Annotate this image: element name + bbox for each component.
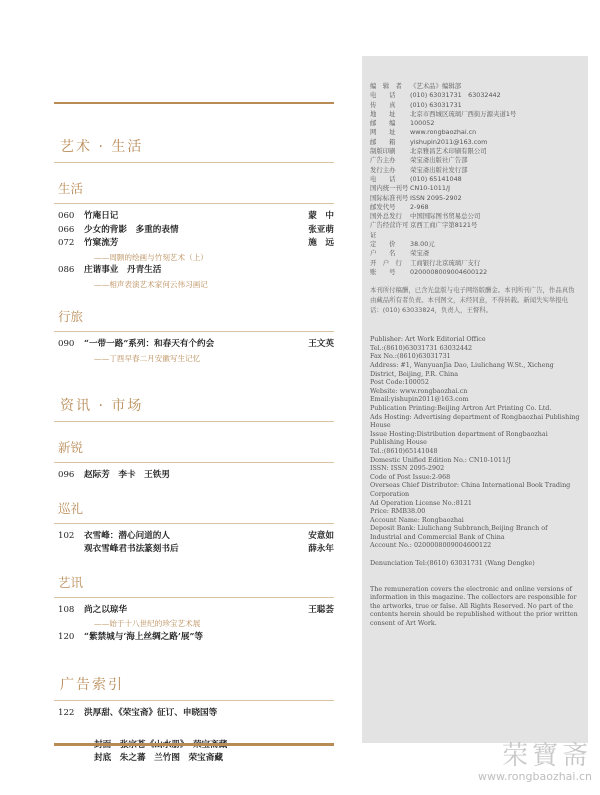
masthead-value: 38.00元 xyxy=(410,240,435,249)
masthead-row xyxy=(370,128,580,137)
masthead-english-info xyxy=(362,315,588,576)
entry-author: 薛永年 xyxy=(308,544,334,554)
masthead-value: 工商银行北京琉璃厂支行 xyxy=(410,258,481,267)
subsection xyxy=(54,163,334,291)
masthead-row xyxy=(370,110,580,119)
spacer xyxy=(370,568,580,577)
masthead-english-line: Tel.:(8610)63031731 63032442 xyxy=(370,343,473,352)
masthead-english-line: Domestic Unified Edition No.: CN10-1011/J xyxy=(370,455,511,464)
masthead-label: 制版印刷 xyxy=(370,147,396,156)
masthead-label: 户 名 xyxy=(370,249,396,258)
page-number: 120 xyxy=(58,631,75,642)
masthead-label: 传 真 xyxy=(370,100,396,109)
masthead-label: 定 价 xyxy=(370,240,396,249)
masthead-english-line: Issue Hosting:Distribution department of Rongbaozhai Publishing House xyxy=(370,429,548,447)
entry-title: “紫禁城与‘海上丝绸之路’展”等 xyxy=(84,631,203,642)
masthead-row xyxy=(370,119,580,128)
masthead-english-line: Account No.: 0200008009004600122 xyxy=(370,541,492,550)
masthead-label: 编 辑 者 xyxy=(370,82,402,90)
masthead-value: 北京雅昌艺术印刷有限公司 xyxy=(410,147,487,156)
entry-title: “一带一路”系列：和春天有个约会 xyxy=(84,339,215,349)
masthead-value: 100052 xyxy=(410,119,435,128)
section-heading: 广告索引 xyxy=(54,644,334,701)
toc-entry xyxy=(54,543,334,556)
toc-entry xyxy=(54,264,334,277)
entry-author: 安意如 xyxy=(308,530,334,541)
subsection xyxy=(54,701,334,720)
toc-subtitle xyxy=(54,617,334,630)
bottom-rule xyxy=(54,743,334,746)
masthead-value: 2-968 xyxy=(410,202,429,211)
toc-entry xyxy=(54,604,334,617)
masthead-label: 邮发代号 xyxy=(370,202,396,211)
masthead-value: (010) 63031731 63032442 xyxy=(410,91,501,100)
masthead-row xyxy=(370,156,580,165)
masthead-english-line: ISSN: ISSN 2095-2902 xyxy=(370,464,445,473)
watermark xyxy=(478,742,592,783)
toc-entry xyxy=(54,210,334,223)
page-number: 086 xyxy=(58,265,75,275)
masthead-row xyxy=(370,82,580,91)
masthead-label: 电 话 xyxy=(370,174,396,183)
masthead-label: 广告主办 xyxy=(370,156,396,165)
masthead-row xyxy=(370,166,580,175)
page-number: 090 xyxy=(58,339,75,349)
masthead-english-line: Address: #1, WanyuanJia Dao, Liulichang W.St., Xicheng District, Beijing, P.R. China xyxy=(370,361,554,378)
masthead-value: www.rongbaozhai.cn xyxy=(410,128,477,137)
toc-subtitle xyxy=(54,278,334,291)
masthead-label: 邮 箱 xyxy=(370,137,396,146)
masthead-english-line: Publisher: Art Work Editorial Office xyxy=(370,335,486,344)
cover-credit-back xyxy=(54,752,334,765)
subsection-heading: 生活 xyxy=(54,169,334,204)
subsection xyxy=(54,291,334,365)
watermark-url: www.rongbaozhai.cn xyxy=(478,770,592,783)
subsection-heading: 巡礼 xyxy=(54,489,334,524)
page-number: 096 xyxy=(58,470,75,480)
section-heading: 资讯 · 市场 xyxy=(54,365,334,422)
toc-entry xyxy=(54,631,334,644)
toc-entry xyxy=(54,707,334,720)
masthead-value: yishupin2011@163.com xyxy=(410,137,488,146)
masthead-panel xyxy=(362,56,588,743)
entry-author: 张亚萌 xyxy=(308,224,334,235)
masthead-row xyxy=(370,268,580,277)
table-of-contents xyxy=(54,108,334,765)
page-number: 102 xyxy=(58,530,75,541)
masthead-note: 本刊所付稿酬，已含光盘版与电子网络版酬金。本刊所刊广告，作品真伪由藏品所有者负责。本刊图文，未经同意，不得转载。新闻失实举报电话：(010) 63033824，负责人，王督科。 xyxy=(370,286,575,315)
masthead-english-line: Publication Printing:Beijing Artron Art Printing Co. Ltd. xyxy=(370,403,552,412)
masthead-english-line: Overseas Chief Distributor: China International Book Trading Corporation xyxy=(370,481,571,498)
masthead-english-line: Ad Operation License No.:8121 xyxy=(370,498,472,507)
masthead-row xyxy=(370,138,580,147)
masthead-chinese-info xyxy=(362,56,588,277)
masthead-english-line: Website: www.rongbaozhai.cn xyxy=(370,386,468,395)
masthead-label: 邮 编 xyxy=(370,119,396,128)
toc-entry xyxy=(54,530,334,543)
subsection-heading: 行旅 xyxy=(54,297,334,332)
section-heading: 艺术 · 生活 xyxy=(54,108,334,163)
masthead-label: 电 话 xyxy=(370,91,396,100)
masthead-english-line: Code of Post Issue:2-968 xyxy=(370,472,451,481)
entry-title: 衣雪峰：潜心问道的人 xyxy=(84,530,170,541)
masthead-value: 荣宝斋出版社广告部 xyxy=(410,156,468,165)
toc-subtitle xyxy=(54,352,334,365)
masthead-row xyxy=(370,147,580,156)
masthead-label: 国外总发行 xyxy=(370,212,402,221)
entry-title: 竹窠流芳 xyxy=(84,238,119,248)
entry-title: 少女的背影 多重的表情 xyxy=(84,224,179,235)
masthead-label: 国际标准刊号 xyxy=(370,193,409,202)
entry-title: 观衣雪峰君书法篆刻书后 xyxy=(84,544,179,554)
cover-credit-text: 封底 朱之蕃 兰竹图 荣宝斋藏 xyxy=(94,752,223,763)
entry-title: ——周颢的绘画与竹刻艺术（上） xyxy=(94,252,208,262)
masthead-english-line: Post Code:100052 xyxy=(370,378,429,387)
masthead-rights: The remuneration covers the electronic and online versions of information in this magazine. The collectors are responsible for the artworks, true or false. All Rights Reserved. No part of the contents herein should be republished without the prior written consent of Art Work. xyxy=(370,584,578,628)
masthead-row xyxy=(370,259,580,268)
spacer xyxy=(370,550,580,559)
masthead-english-line: Tel.:(8610)65141048 xyxy=(370,446,438,455)
masthead-value: (010) 63031731 xyxy=(410,100,462,109)
page-number: 066 xyxy=(58,224,75,235)
entry-title: ——始于十八世纪的珍宝艺术展 xyxy=(94,619,201,628)
masthead-value: 京西工商广字第8121号 xyxy=(410,221,478,230)
entry-title: 洪厚甜、《荣宝斋》征订、申晓国等 xyxy=(84,708,218,718)
masthead-row xyxy=(370,249,580,258)
masthead-row xyxy=(370,184,580,193)
page-number: 108 xyxy=(58,604,75,615)
toc-entry xyxy=(54,224,334,237)
masthead-value: 北京市西城区琉璃厂西街万源夹道1号 xyxy=(410,109,517,118)
masthead-row xyxy=(370,101,580,110)
entry-title: 竹庵日记 xyxy=(84,211,119,221)
toc-entry xyxy=(54,237,334,250)
watermark-logo: 荣寶斋 xyxy=(501,741,592,771)
masthead-value: 0200008009004600122 xyxy=(410,267,488,276)
masthead-row xyxy=(370,203,580,212)
page-number: 122 xyxy=(58,708,75,718)
subsection xyxy=(54,557,334,644)
toc-entry xyxy=(54,338,334,351)
masthead-english-line: Denunciation Tel:(8610) 63031731 (Wang Dengke) xyxy=(370,559,535,568)
masthead-value: ISSN 2095-2902 xyxy=(410,193,462,202)
toc-entry xyxy=(54,469,334,482)
subsection-heading: 新锐 xyxy=(54,428,334,463)
masthead-value: 中国国际图书贸易总公司 xyxy=(410,212,481,221)
entry-author: 施 远 xyxy=(308,238,334,248)
entry-title: 庄谐事业 丹青生活 xyxy=(84,265,162,275)
masthead-label: 地 址 xyxy=(370,109,396,118)
entry-title: ——丁酉早春二月安徽写生记忆 xyxy=(94,353,201,363)
entry-author: 王聪荟 xyxy=(308,604,334,615)
masthead-label: 发行主办 xyxy=(370,165,396,174)
page-number: 072 xyxy=(58,238,75,248)
masthead-row xyxy=(370,221,580,240)
masthead-row xyxy=(370,194,580,203)
masthead-english-line: Fax No.:(8610)63031731 xyxy=(370,352,451,361)
masthead-value: 荣宝斋出版社发行部 xyxy=(410,165,468,174)
masthead-row xyxy=(370,240,580,249)
masthead-label: 国内统一刊号 xyxy=(370,184,409,193)
masthead-english-line: Email:yishupin2011@163.com xyxy=(370,395,469,404)
subsection-heading: 艺讯 xyxy=(54,563,334,598)
page-number: 060 xyxy=(58,211,75,221)
entry-author: 蒙 中 xyxy=(308,211,334,221)
masthead-label: 广告经营许可证 xyxy=(370,221,409,239)
masthead-value: CN10-1011/J xyxy=(410,184,450,193)
toc-subtitle xyxy=(54,251,334,264)
subsection xyxy=(54,422,334,482)
masthead-label: 网 址 xyxy=(370,128,396,137)
masthead-english-line: Account Name: Rongbaozhai xyxy=(370,515,464,524)
masthead-english-line: Price: RMB38.00 xyxy=(370,507,426,516)
entry-title: ——相声表演艺术家何云伟习画记 xyxy=(94,279,208,289)
masthead-english-line: Ads Hosting: Advertising department of Rongbaozhai Publishing House xyxy=(370,412,580,430)
entry-title: 赵际芳 李卡 王铁男 xyxy=(84,470,170,480)
masthead-row xyxy=(370,91,580,100)
masthead-label: 账 号 xyxy=(370,267,396,276)
subsection xyxy=(54,483,334,557)
masthead-value: (010) 65141048 xyxy=(410,174,462,183)
entry-title: 尚之以琼华 xyxy=(84,604,127,615)
masthead-value: 《艺术品》编辑部 xyxy=(410,82,462,90)
top-rule xyxy=(54,102,334,104)
masthead-row xyxy=(370,175,580,184)
masthead-english-line: Deposit Bank: Liulichang Subbranch,Beijing Branch of Industrial and Commercial Bank of China xyxy=(370,524,548,541)
masthead-value: 荣宝斋 xyxy=(410,249,430,258)
entry-author: 王文英 xyxy=(308,339,334,349)
masthead-label: 开 户 行 xyxy=(370,258,402,267)
